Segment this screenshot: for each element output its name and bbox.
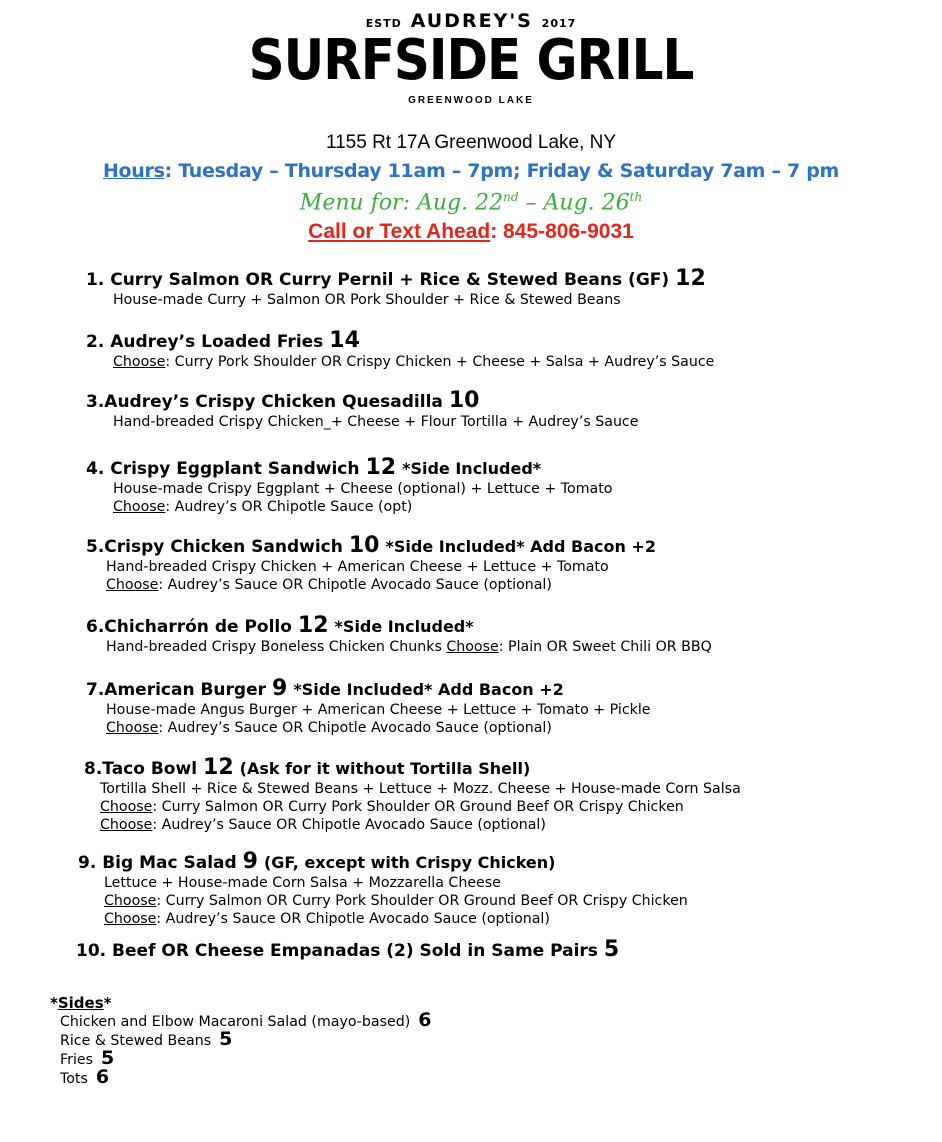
choose-label: Choose [113, 499, 166, 515]
side-name: Chicken and Elbow Macaroni Salad (mayo-based) [60, 1014, 411, 1030]
sides-star: * [103, 994, 112, 1012]
description-text: : Curry Salmon OR Curry Pork Shoulder OR Ground Beef OR Crispy Chicken [156, 893, 688, 909]
side-name: Fries [60, 1052, 94, 1068]
menu-item-number: 3. [86, 392, 105, 412]
choose-label: Choose [104, 893, 157, 909]
menu-item-description [113, 498, 613, 516]
menu-item-price: 14 [329, 328, 360, 353]
menu-item-heading [84, 757, 741, 780]
menu-item-heading [86, 268, 712, 291]
side-item [50, 1009, 432, 1031]
menu-item [86, 268, 712, 309]
menu-item-heading [86, 330, 714, 353]
description-text: House-made Angus Burger + American Cheese + Lettuce + Tomato + Pickle [106, 702, 651, 718]
menu-item-price: 12 [297, 613, 329, 638]
choose-label: Choose [100, 799, 153, 815]
description-text: : Curry Pork Shoulder OR Crispy Chicken + Cheese + Salsa + Audrey’s Sauce [165, 354, 715, 370]
description-text: Tortilla Shell + Rice & Stewed Beans + Lettuce + Mozz. Cheese + House-made Corn Salsa [100, 781, 741, 797]
menu-dates-middle: – Aug. 26 [518, 190, 630, 216]
menu-item-heading [86, 390, 638, 413]
menu-item-heading [86, 615, 712, 638]
menu-item [86, 457, 613, 516]
description-text: Lettuce + House-made Corn Salsa + Mozzarella Cheese [104, 875, 501, 891]
menu-item-description [113, 480, 613, 498]
side-price: 6 [418, 1009, 432, 1031]
menu-item-price: 12 [365, 455, 397, 480]
hours [0, 160, 942, 182]
menu-dates-sup2: th [629, 190, 643, 204]
side-price: 6 [95, 1066, 110, 1088]
menu-item-price: 10 [448, 388, 480, 413]
description-text: House-made Crispy Eggplant + Cheese (optional) + Lettuce + Tomato [113, 481, 613, 497]
description-text: Hand-breaded Crispy Boneless Chicken Chunks [106, 639, 447, 655]
menu-item-price: 5 [603, 937, 620, 962]
address: 1155 Rt 17A Greenwood Lake, NY [325, 132, 617, 153]
side-name: Tots [60, 1071, 88, 1087]
menu-item [76, 939, 625, 962]
sides-label: Sides [57, 994, 104, 1012]
menu-item-heading [76, 939, 625, 962]
description-text: : Curry Salmon OR Curry Pork Shoulder OR Ground Beef OR Crispy Chicken [152, 799, 684, 815]
menu-item-name: Chicharrón de Pollo [104, 617, 292, 637]
menu-item-description [106, 576, 656, 594]
menu-item-note: (GF, except with Crispy Chicken) [263, 853, 556, 872]
menu-item-description [113, 353, 714, 371]
choose-label: Choose [106, 720, 159, 736]
menu-item [84, 757, 741, 834]
menu-item-number: 6. [86, 617, 105, 637]
menu-item-number: 5. [86, 537, 105, 557]
menu-item-name: Curry Salmon OR Curry Pernil + Rice & Stewed Beans (GF) [110, 270, 670, 290]
description-text: : Audrey’s Sauce OR Chipotle Avocado Sauce (optional) [152, 817, 546, 833]
choose-label: Choose [446, 639, 499, 655]
menu-item-description [106, 701, 651, 719]
menu-item-name: Taco Bowl [102, 759, 198, 779]
menu-item-number: 1. [86, 270, 105, 290]
sides-section [50, 994, 432, 1088]
logo-location: GREENWOOD LAKE [408, 95, 534, 106]
menu-item [78, 851, 688, 928]
menu-item-description [100, 798, 741, 816]
menu-item-description [104, 874, 688, 892]
menu-item-name: American Burger [104, 680, 267, 700]
menu-item-description [106, 558, 656, 576]
menu-item-price: 9 [272, 676, 288, 701]
menu-item [86, 678, 651, 737]
side-price: 5 [219, 1028, 233, 1050]
menu-item-price: 10 [348, 533, 380, 558]
side-item [50, 1066, 432, 1088]
menu-item [86, 535, 656, 594]
menu-item [86, 615, 712, 656]
menu-dates [0, 190, 942, 215]
menu-item-number: 7. [86, 680, 105, 700]
menu-item-description [100, 780, 741, 798]
description-text: : Audrey’s Sauce OR Chipotle Avocado Sauce (optional) [158, 720, 552, 736]
description-text: : Plain OR Sweet Chili OR BBQ [498, 639, 712, 655]
menu-item-number: 2. [86, 332, 105, 352]
sides-star: * [50, 994, 58, 1012]
choose-label: Choose [106, 577, 159, 593]
menu-item-note: *Side Included* [334, 617, 474, 636]
menu-item-name: Beef OR Cheese Empanadas (2) Sold in Same Pairs [112, 941, 598, 961]
menu-item-name: Audrey’s Crispy Chicken Quesadilla [104, 392, 443, 412]
logo-brand: AUDREY'S [410, 10, 533, 32]
menu-item-note: *Side Included* Add Bacon +2 [385, 537, 656, 556]
side-name: Rice & Stewed Beans [60, 1033, 212, 1049]
description-text: : Audrey’s OR Chipotle Sauce (opt) [165, 499, 413, 515]
menu-item-description [106, 719, 651, 737]
menu-item-description [106, 638, 712, 656]
menu-item-description [104, 892, 688, 910]
sides-title [50, 994, 432, 1012]
description-text: Hand-breaded Crispy Chicken_+ Cheese + Flour Tortilla + Audrey’s Sauce [113, 414, 639, 430]
description-text: : Audrey’s Sauce OR Chipotle Avocado Sauce (optional) [156, 911, 550, 927]
menu-item-price: 12 [675, 266, 706, 291]
menu-dates-prefix: Menu for: Aug. 22 [299, 190, 504, 216]
menu-item-description [100, 816, 741, 834]
description-text: Hand-breaded Crispy Chicken + American Cheese + Lettuce + Tomato [106, 559, 609, 575]
choose-label: Choose [100, 817, 153, 833]
logo-name: SURFSIDE GRILL [248, 27, 694, 93]
menu-dates-sup1: nd [503, 190, 519, 204]
menu-item-name: Audrey’s Loaded Fries [110, 332, 324, 352]
menu-item-number: 10. [76, 941, 107, 961]
choose-label: Choose [113, 354, 166, 370]
description-text: House-made Curry + Salmon OR Pork Shoulder + Rice & Stewed Beans [113, 292, 621, 308]
menu-item-description [113, 413, 638, 431]
description-text: : Audrey’s Sauce OR Chipotle Avocado Sauce (optional) [158, 577, 552, 593]
call-label: Call or Text Ahead [308, 220, 491, 243]
choose-label: Choose [104, 911, 157, 927]
logo-year: 2017 [541, 17, 577, 30]
hours-text: : Tuesday – Thursday 11am – 7pm; Friday & Saturday 7am – 7 pm [164, 160, 840, 182]
menu-item-heading [86, 535, 656, 558]
menu-item-description [104, 910, 688, 928]
menu-item-number: 4. [86, 459, 105, 479]
menu-item-price: 9 [242, 849, 258, 874]
menu-item-heading [86, 457, 613, 480]
menu-item [86, 390, 638, 431]
menu-item-name: Crispy Eggplant Sandwich [110, 459, 360, 479]
menu-item-description [113, 291, 712, 309]
logo-estd: ESTD [365, 17, 402, 30]
menu-item-note: *Side Included* Add Bacon +2 [293, 680, 564, 699]
menu-item-name: Crispy Chicken Sandwich [104, 537, 343, 557]
menu-item-number: 9. [78, 853, 97, 873]
menu-item-name: Big Mac Salad [102, 853, 237, 873]
side-price: 5 [101, 1047, 115, 1069]
menu-item-note: (Ask for it without Tortilla Shell) [239, 759, 531, 778]
hours-label: Hours [102, 160, 165, 182]
call-phone: : 845-806-9031 [490, 220, 634, 243]
call-ahead [0, 220, 942, 244]
menu-item-number: 8. [84, 759, 103, 779]
menu-item-heading [86, 678, 651, 701]
menu-item-note: *Side Included* [402, 459, 542, 478]
menu-item [86, 330, 714, 371]
menu-item-heading [78, 851, 688, 874]
menu-item-price: 12 [203, 755, 234, 780]
